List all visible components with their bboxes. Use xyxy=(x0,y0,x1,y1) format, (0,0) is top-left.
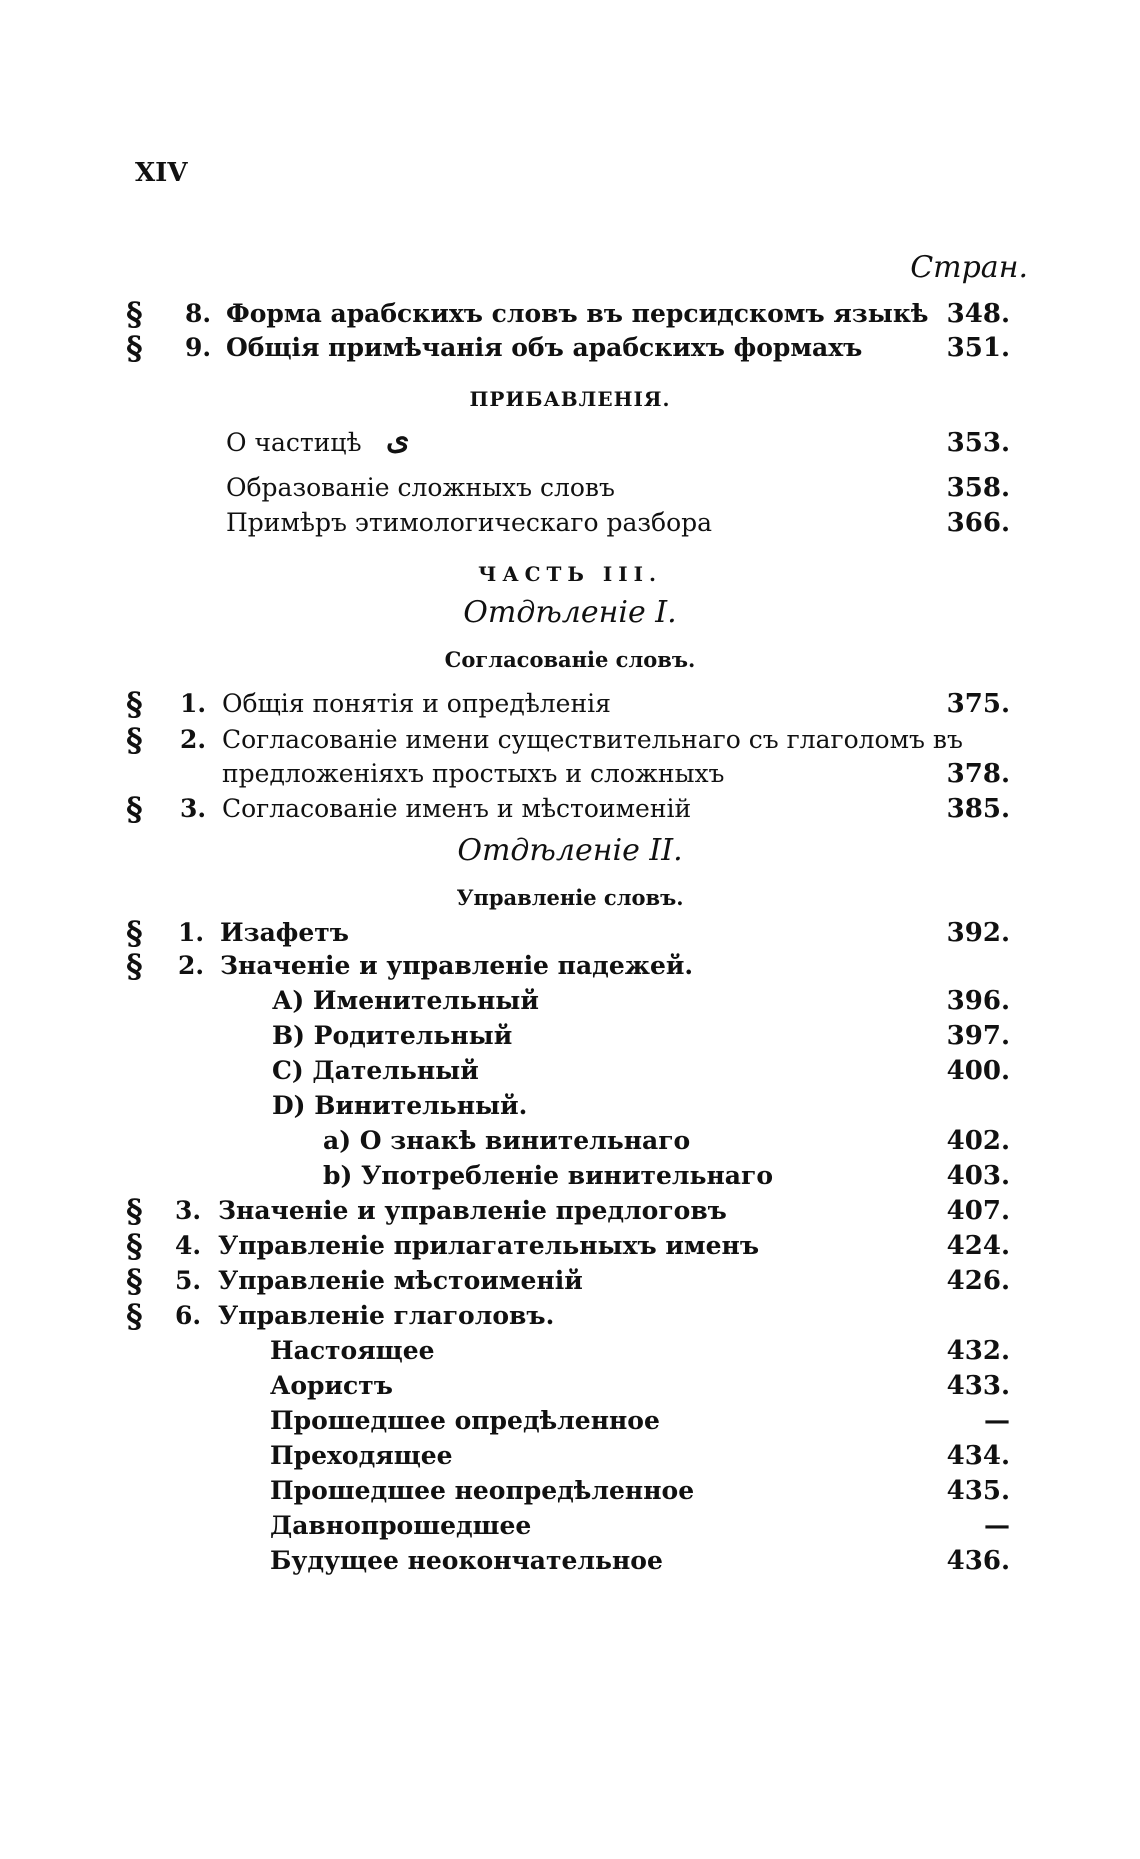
section-sign: § xyxy=(126,329,143,367)
toc-entry xyxy=(0,948,1140,984)
entry-title: С) Дательный xyxy=(272,1056,479,1085)
entry-page: 397. xyxy=(946,1021,1010,1051)
toc-subentry xyxy=(0,983,1140,1019)
entry-title: Значеніе и управленіе падежей. xyxy=(220,951,694,980)
entry-page: 400. xyxy=(946,1056,1010,1086)
entry-page: — xyxy=(984,1406,1010,1436)
entry-title: Примѣръ этимологическаго разбора xyxy=(226,508,713,537)
entry-title: В) Родительный xyxy=(272,1021,513,1050)
section-sign: § xyxy=(126,1297,143,1335)
entry-title: Значеніе и управленіе предлоговъ xyxy=(218,1196,727,1225)
entry-title: Общія примѣчанія объ арабскихъ формахъ xyxy=(226,333,863,362)
entry-page: 426. xyxy=(946,1266,1010,1296)
column-header-pages: Стран. xyxy=(910,250,1028,285)
entry-title: О частицѣ xyxy=(226,428,362,457)
toc-entry xyxy=(0,1263,1140,1299)
entry-title: Управленіе мѣстоименій xyxy=(218,1266,583,1295)
entry-page: 435. xyxy=(946,1476,1010,1506)
entry-page: 348. xyxy=(946,299,1010,329)
entry-title: Общія понятія и опредѣленія xyxy=(222,689,611,718)
entry-title: Управленіе прилагательныхъ именъ xyxy=(218,1231,760,1260)
entry-number: 5. xyxy=(175,1266,202,1295)
entry-title: Прошедшее опредѣленное xyxy=(270,1406,660,1435)
toc-subsubentry xyxy=(0,1123,1140,1159)
entry-title: А) Именительный xyxy=(272,986,539,1015)
toc-subentry xyxy=(0,1438,1140,1474)
entry-page: 366. xyxy=(946,508,1010,538)
section-sign: § xyxy=(126,947,143,985)
entry-title-continued: предложеніяхъ простыхъ и сложныхъ xyxy=(222,759,725,788)
entry-page: 407. xyxy=(946,1196,1010,1226)
entry-page: — xyxy=(984,1511,1010,1541)
section-sign: § xyxy=(126,685,143,723)
entry-title: Согласованіе именъ и мѣстоименій xyxy=(222,794,692,823)
toc-subentry xyxy=(0,1543,1140,1579)
toc-entry xyxy=(0,915,1140,951)
entry-page: 432. xyxy=(946,1336,1010,1366)
entry-number: 6. xyxy=(175,1301,202,1330)
entry-page: 433. xyxy=(946,1371,1010,1401)
arabic-particle: ی xyxy=(386,422,410,457)
toc-entry xyxy=(0,505,1140,541)
section-sign: § xyxy=(126,295,143,333)
toc-subentry xyxy=(0,1368,1140,1404)
entry-title: Настоящее xyxy=(270,1336,435,1365)
entry-title: Аористъ xyxy=(270,1371,393,1400)
toc-subentry xyxy=(0,1473,1140,1509)
entry-title: Управленіе глаголовъ. xyxy=(218,1301,555,1330)
entry-page: 353. xyxy=(946,428,1010,458)
section-sign: § xyxy=(126,790,143,828)
entry-page: 378. xyxy=(946,759,1010,789)
toc-subentry xyxy=(0,1403,1140,1439)
entry-page: 424. xyxy=(946,1231,1010,1261)
entry-number: 3. xyxy=(175,1196,202,1225)
entry-number: 2. xyxy=(178,951,205,980)
toc-entry xyxy=(0,330,1140,366)
section-sign: § xyxy=(126,914,143,952)
entry-page: 396. xyxy=(946,986,1010,1016)
entry-number: 2. xyxy=(180,725,207,754)
entry-page: 351. xyxy=(946,333,1010,363)
section-sign: § xyxy=(126,1227,143,1265)
toc-entry xyxy=(0,686,1140,722)
entry-title: Прошедшее неопредѣленное xyxy=(270,1476,695,1505)
entry-title: a) О знакѣ винительнаго xyxy=(323,1126,691,1155)
entry-number: 4. xyxy=(175,1231,202,1260)
division-subheading: Управленіе словъ. xyxy=(456,885,684,910)
entry-title: Образованіе сложныхъ словъ xyxy=(226,473,615,502)
entry-title: Давнопрошедшее xyxy=(270,1511,532,1540)
entry-title: Будущее неокончательное xyxy=(270,1546,663,1575)
entry-title: Преходящее xyxy=(270,1441,453,1470)
entry-page: 358. xyxy=(946,473,1010,503)
entry-title: Согласованіе имени существительнаго съ глаголомъ въ xyxy=(222,725,963,754)
toc-entry-continuation xyxy=(0,756,1140,792)
toc-entry xyxy=(0,722,1140,758)
toc-subentry xyxy=(0,1053,1140,1089)
entry-title: b) Употребленіе винительнаго xyxy=(323,1161,773,1190)
section-sign: § xyxy=(126,1192,143,1230)
toc-subentry xyxy=(0,1508,1140,1544)
toc-entry xyxy=(0,422,1140,461)
entry-number: 9. xyxy=(185,333,212,362)
toc-entry xyxy=(0,1228,1140,1264)
appendix-heading: ПРИБАВЛЕНІЯ. xyxy=(469,387,671,411)
toc-entry xyxy=(0,470,1140,506)
entry-number: 1. xyxy=(178,918,205,947)
division-heading: Отдѣленіе II. xyxy=(457,833,683,868)
toc-subsubentry xyxy=(0,1158,1140,1194)
toc-subentry xyxy=(0,1333,1140,1369)
part-heading: ЧАСТЬ III. xyxy=(478,562,662,586)
toc-entry xyxy=(0,1298,1140,1334)
entry-number: 1. xyxy=(180,689,207,718)
toc-subentry xyxy=(0,1018,1140,1054)
division-heading: Отдѣленіе I. xyxy=(463,595,677,630)
page-number: XIV xyxy=(135,158,188,188)
toc-entry xyxy=(0,791,1140,827)
entry-title: Форма арабскихъ словъ въ персидскомъ языкѣ xyxy=(226,299,929,328)
entry-number: 3. xyxy=(180,794,207,823)
entry-number: 8. xyxy=(185,299,212,328)
entry-page: 434. xyxy=(946,1441,1010,1471)
entry-title: Изафетъ xyxy=(220,918,349,947)
toc-subentry xyxy=(0,1088,1140,1124)
entry-title: D) Винительный. xyxy=(272,1091,528,1120)
entry-page: 436. xyxy=(946,1546,1010,1576)
entry-page: 402. xyxy=(946,1126,1010,1156)
entry-page: 375. xyxy=(946,689,1010,719)
section-sign: § xyxy=(126,721,143,759)
division-subheading: Согласованіе словъ. xyxy=(444,647,696,672)
toc-entry xyxy=(0,1193,1140,1229)
toc-entry xyxy=(0,296,1140,332)
section-sign: § xyxy=(126,1262,143,1300)
entry-page: 385. xyxy=(946,794,1010,824)
entry-page: 392. xyxy=(946,918,1010,948)
entry-page: 403. xyxy=(946,1161,1010,1191)
